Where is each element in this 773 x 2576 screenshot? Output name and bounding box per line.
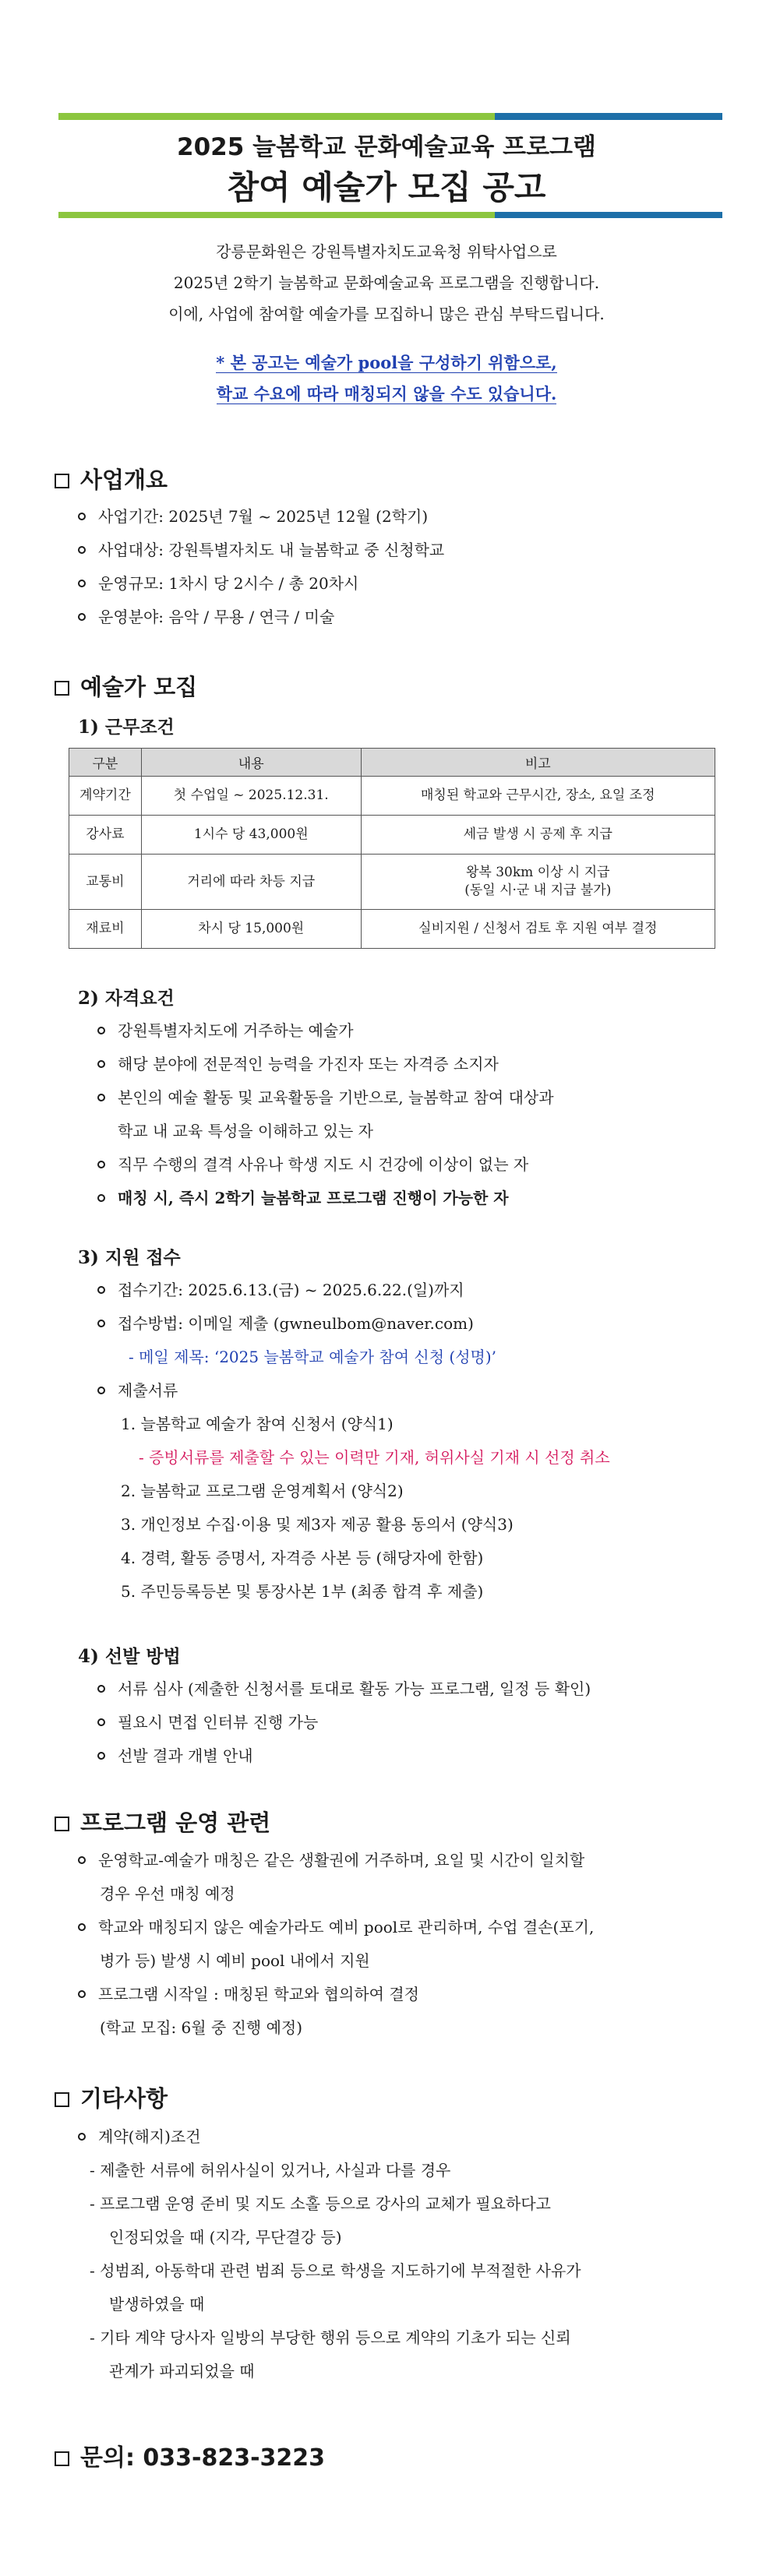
table-cell: 첫 수업일 ~ 2025.12.31. bbox=[141, 777, 361, 816]
circle-bullet-icon bbox=[97, 1194, 105, 1202]
circle-bullet-icon bbox=[97, 1685, 105, 1693]
overview-item: 사업기간: 2025년 7월 ~ 2025년 12월 (2학기) bbox=[78, 504, 428, 527]
section-operation bbox=[55, 1806, 270, 1838]
table-cell: 1시수 당 43,000원 bbox=[141, 816, 361, 855]
circle-bullet-icon bbox=[97, 1718, 105, 1726]
selection-item: 필요시 면접 인터뷰 진행 가능 bbox=[97, 1710, 318, 1732]
table-row bbox=[69, 816, 715, 855]
circle-bullet-icon bbox=[78, 2133, 86, 2141]
top-blue-bar bbox=[495, 113, 722, 120]
operation-item: 운영학교-예술가 매칭은 같은 생활권에 거주하며, 요일 및 시간이 일치할 bbox=[78, 1848, 584, 1870]
etc-subitem: - 성범죄, 아동학대 관련 범죄 등으로 학생을 지도하기에 부적절한 사유가 bbox=[90, 2261, 581, 2280]
circle-bullet-icon bbox=[78, 513, 86, 520]
circle-bullet-icon bbox=[78, 546, 86, 554]
section-recruit-heading: 예술가 모집 bbox=[80, 674, 198, 700]
circle-bullet-icon bbox=[97, 1094, 105, 1101]
qualification-item: 강원특별자치도에 거주하는 예술가 bbox=[97, 1018, 354, 1041]
etc-subitem-cont: 관계가 파괴되었을 때 bbox=[109, 2362, 255, 2380]
selection-item: 선발 결과 개별 안내 bbox=[97, 1743, 253, 1766]
checkbox-square-icon bbox=[55, 681, 69, 696]
circle-bullet-icon bbox=[97, 1060, 105, 1068]
apply-method: 접수방법: 이메일 제출 (gwneulbom@naver.com) bbox=[97, 1311, 474, 1334]
contact-label: 문의: 033-823-3223 bbox=[80, 2444, 326, 2472]
table-cell: 거리에 따라 차등 지급 bbox=[141, 855, 361, 910]
qualification-item: 해당 분야에 전문적인 능력을 가진자 또는 자격증 소지자 bbox=[97, 1052, 499, 1074]
table-cell: 교통비 bbox=[69, 855, 142, 910]
table-header: 구분 bbox=[69, 749, 142, 777]
overview-item: 사업대상: 강원특별자치도 내 늘봄학교 중 신청학교 bbox=[78, 537, 444, 560]
notice-line-2: 학교 수요에 따라 매칭되지 않을 수도 있습니다. bbox=[216, 384, 557, 403]
contact-info bbox=[55, 2438, 325, 2472]
overview-item: 운영분야: 음악 / 무용 / 연극 / 미술 bbox=[78, 604, 334, 627]
top-green-bar bbox=[58, 113, 495, 120]
operation-item: 프로그램 시작일 : 매칭된 학교와 협의하여 결정 bbox=[78, 1982, 419, 2004]
etc-subitem: - 기타 계약 당사자 일방의 부당한 행위 등으로 계약의 기초가 되는 신뢰 bbox=[90, 2328, 571, 2347]
qualification-title: 2) 자격요건 bbox=[78, 988, 175, 1009]
circle-bullet-icon bbox=[97, 1161, 105, 1168]
circle-bullet-icon bbox=[97, 1752, 105, 1760]
intro-line-1: 강릉문화원은 강원특별자치도교육청 위탁사업으로 bbox=[216, 242, 557, 261]
section-recruit bbox=[55, 670, 197, 702]
circle-bullet-icon bbox=[97, 1027, 105, 1034]
docs-item: 1. 늘봄학교 예술가 참여 신청서 (양식1) bbox=[121, 1415, 394, 1433]
circle-bullet-icon bbox=[78, 1990, 86, 1998]
intro-line-3: 이에, 사업에 참여할 예술가를 모집하니 많은 관심 부탁드립니다. bbox=[168, 305, 605, 323]
docs-item: 4. 경력, 활동 증명서, 자격증 사본 등 (해당자에 한함) bbox=[121, 1549, 484, 1567]
checkbox-square-icon bbox=[55, 1817, 69, 1831]
section-overview-heading: 사업개요 bbox=[80, 467, 168, 493]
table-cell: 차시 당 15,000원 bbox=[141, 910, 361, 949]
qualification-item: 매칭 시, 즉시 2학기 늘봄학교 프로그램 진행이 가능한 자 bbox=[97, 1186, 509, 1208]
etc-subitem: - 프로그램 운영 준비 및 지도 소홀 등으로 강사의 교체가 필요하다고 bbox=[90, 2194, 551, 2213]
header-subtitle: 참여 예술가 모집 공고 bbox=[227, 168, 546, 206]
section-overview bbox=[55, 463, 168, 495]
apply-title: 3) 지원 접수 bbox=[78, 1247, 181, 1268]
intro-line-2: 2025년 2학기 늘봄학교 문화예술교육 프로그램을 진행합니다. bbox=[173, 273, 600, 292]
section-operation-heading: 프로그램 운영 관련 bbox=[80, 1810, 271, 1836]
table-header: 내용 bbox=[141, 749, 361, 777]
bottom-blue-bar bbox=[495, 212, 722, 218]
docs-item: 5. 주민등록등본 및 통장사본 1부 (최종 합격 후 제출) bbox=[121, 1582, 484, 1601]
selection-item: 서류 심사 (제출한 신청서를 토대로 활동 가능 프로그램, 일정 등 확인) bbox=[97, 1676, 591, 1699]
apply-mail-subject: - 메일 제목: ‘2025 늘봄학교 예술가 참여 신청 (성명)’ bbox=[129, 1348, 497, 1366]
checkbox-square-icon bbox=[55, 474, 69, 488]
operation-item-cont: 병가 등) 발생 시 예비 pool 내에서 지원 bbox=[100, 1951, 370, 1970]
table-cell: 실비지원 / 신청서 검토 후 지원 여부 결정 bbox=[361, 910, 715, 949]
qualification-item-cont: 학교 내 교육 특성을 이해하고 있는 자 bbox=[118, 1122, 373, 1140]
table-row bbox=[69, 777, 715, 816]
circle-bullet-icon bbox=[97, 1387, 105, 1394]
checkbox-square-icon bbox=[55, 2451, 69, 2466]
table-cell: 계약기간 bbox=[69, 777, 142, 816]
docs-item: 2. 늘봄학교 프로그램 운영계획서 (양식2) bbox=[121, 1482, 404, 1500]
work-conditions-title: 1) 근무조건 bbox=[78, 717, 175, 738]
bottom-green-bar bbox=[58, 212, 495, 218]
etc-item: 계약(해지)조건 bbox=[78, 2124, 201, 2147]
work-conditions-table bbox=[69, 748, 715, 949]
overview-item: 운영규모: 1차시 당 2시수 / 총 20차시 bbox=[78, 571, 358, 594]
circle-bullet-icon bbox=[78, 1856, 86, 1864]
circle-bullet-icon bbox=[78, 1923, 86, 1931]
circle-bullet-icon bbox=[97, 1320, 105, 1327]
table-cell: 강사료 bbox=[69, 816, 142, 855]
operation-item: 학교와 매칭되지 않은 예술가라도 예비 pool로 관리하며, 수업 결손(포기, bbox=[78, 1915, 594, 1937]
etc-subitem-cont: 발생하였을 때 bbox=[109, 2295, 205, 2313]
operation-item-cont: 경우 우선 매칭 예정 bbox=[100, 1884, 235, 1903]
apply-period: 접수기간: 2025.6.13.(금) ~ 2025.6.22.(일)까지 bbox=[97, 1277, 464, 1300]
table-row bbox=[69, 910, 715, 949]
table-cell: 재료비 bbox=[69, 910, 142, 949]
docs-label: 제출서류 bbox=[97, 1378, 178, 1401]
table-cell: 왕복 30km 이상 시 지급 (동일 시·군 내 지급 불가) bbox=[361, 855, 715, 910]
table-cell: 세금 발생 시 공제 후 지급 bbox=[361, 816, 715, 855]
selection-title: 4) 선발 방법 bbox=[78, 1646, 181, 1667]
circle-bullet-icon bbox=[97, 1286, 105, 1294]
notice-line-1: * 본 공고는 예술가 pool을 구성하기 위함으로, bbox=[216, 353, 557, 372]
qualification-item: 직무 수행의 결격 사유나 학생 지도 시 건강에 이상이 없는 자 bbox=[97, 1152, 528, 1175]
circle-bullet-icon bbox=[78, 580, 86, 587]
etc-subitem-cont: 인정되었을 때 (지각, 무단결강 등) bbox=[109, 2228, 342, 2247]
etc-subitem: - 제출한 서류에 허위사실이 있거나, 사실과 다를 경우 bbox=[90, 2161, 451, 2180]
docs-item: 3. 개인정보 수집·이용 및 제3자 제공 활용 동의서 (양식3) bbox=[121, 1515, 514, 1534]
operation-item-cont: (학교 모집: 6월 중 진행 예정) bbox=[100, 2018, 303, 2037]
header-title: 2025 늘봄학교 문화예술교육 프로그램 bbox=[177, 133, 596, 161]
table-row bbox=[69, 855, 715, 910]
checkbox-square-icon bbox=[55, 2092, 69, 2107]
section-etc bbox=[55, 2081, 168, 2113]
table-header: 비고 bbox=[361, 749, 715, 777]
section-etc-heading: 기타사항 bbox=[80, 2085, 168, 2112]
circle-bullet-icon bbox=[78, 613, 86, 621]
table-cell: 매칭된 학교와 근무시간, 장소, 요일 조정 bbox=[361, 777, 715, 816]
docs-item-warning: - 증빙서류를 제출할 수 있는 이력만 기재, 허위사실 기재 시 선정 취소 bbox=[139, 1448, 610, 1467]
qualification-item: 본인의 예술 활동 및 교육활동을 기반으로, 늘봄학교 참여 대상과 bbox=[97, 1085, 554, 1108]
